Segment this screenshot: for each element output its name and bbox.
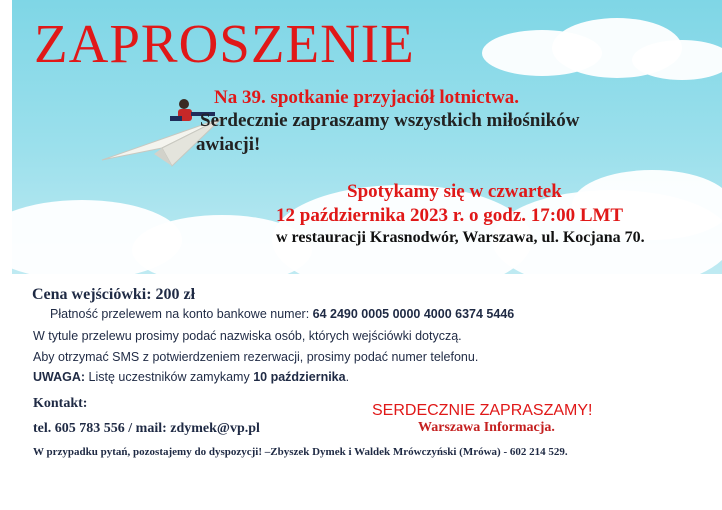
note-line — [33, 370, 349, 384]
footer-note: W przypadku pytań, pozostajemy do dyspozycji! –Zbyszek Dymek i Waldek Mrówczyński (Mrówa) - 602 214 529. — [33, 446, 568, 458]
page-title: ZAPROSZENIE — [34, 13, 415, 74]
invite-heading: SERDECZNIE ZAPRASZAMY! — [372, 402, 593, 419]
account-number: 64 2490 0005 0000 4000 6374 5446 — [312, 307, 515, 321]
meeting-date: 12 października 2023 r. o godz. 17:00 LMT — [276, 205, 624, 226]
note-text: Listę uczestników zamykamy — [85, 370, 254, 384]
meeting-day: Spotykamy się w czwartek — [347, 181, 562, 202]
contact-phone-mail: tel. 605 783 556 / mail: zdymek@vp.pl — [33, 421, 260, 436]
intro-line: Serdecznie zapraszamy wszystkich miłośników — [200, 110, 580, 131]
payment-line — [50, 307, 514, 321]
payment-text: Płatność przelewem na konto bankowe numer: — [50, 307, 313, 321]
note-date: 10 października — [253, 370, 346, 384]
meeting-venue: w restauracji Krasnodwór, Warszawa, ul. Kocjana 70. — [276, 229, 645, 246]
note-end: . — [345, 370, 350, 384]
sms-line: Aby otrzymać SMS z potwierdzeniem rezerwacji, prosimy podać numer telefonu. — [33, 350, 479, 364]
invite-signature: Warszawa Informacja. — [418, 420, 555, 435]
note-label: UWAGA: — [33, 370, 86, 384]
ticket-price: Cena wejściówki: 200 zł — [32, 286, 196, 303]
contact-label: Kontakt: — [33, 396, 88, 411]
transfer-title-line: W tytule przelewu prosimy podać nazwiska osób, których wejściówki dotyczą. — [33, 329, 462, 343]
intro-line: awiacji! — [196, 134, 261, 155]
intro-line: Na 39. spotkanie przyjaciół lotnictwa. — [214, 87, 520, 108]
invitation-banner — [12, 0, 722, 274]
cloud-shape — [632, 40, 722, 80]
